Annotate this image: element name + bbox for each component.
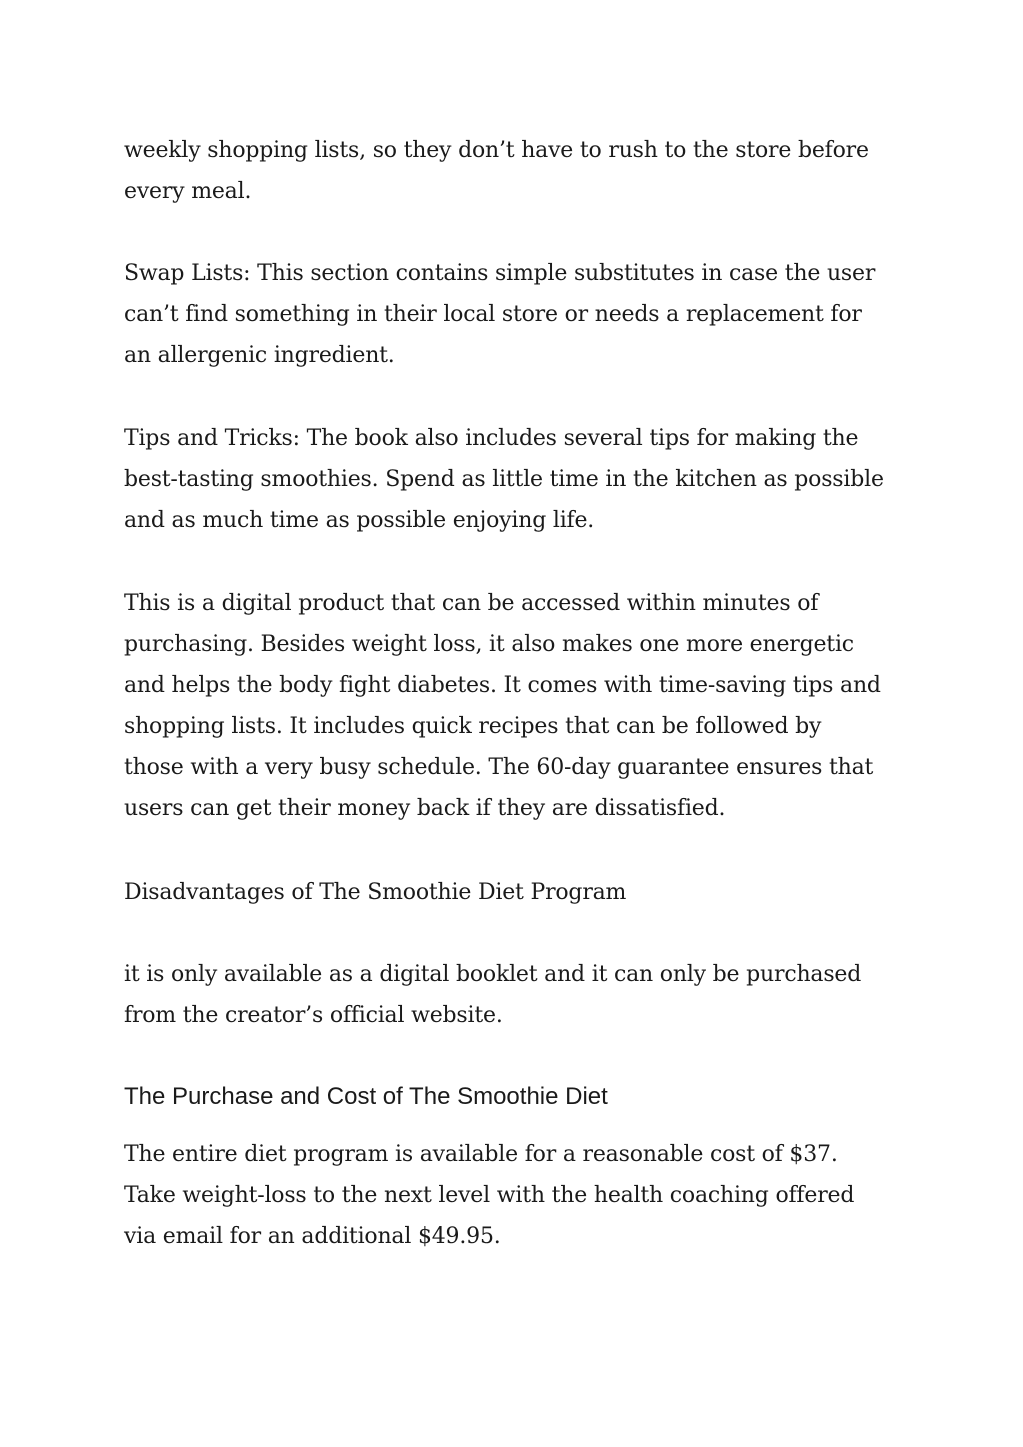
text-line: Swap Lists: This section contains simple substitutes in case the user: [124, 261, 876, 286]
text-line: best-tasting smoothies. Spend as little time in the kitchen as possible: [124, 467, 884, 492]
text-line: every meal.: [124, 179, 252, 204]
text-line: This is a digital product that can be accessed within minutes of: [124, 591, 819, 616]
paragraph-digital-product: [124, 583, 914, 829]
text-line: purchasing. Besides weight loss, it also makes one more energetic: [124, 632, 854, 657]
text-line: those with a very busy schedule. The 60-day guarantee ensures that: [124, 755, 874, 780]
text-line: from the creator’s official website.: [124, 1003, 503, 1028]
text-line: shopping lists. It includes quick recipes that can be followed by: [124, 714, 822, 739]
text-line: and as much time as possible enjoying life.: [124, 508, 595, 533]
text-line: it is only available as a digital booklet and it can only be purchased: [124, 962, 862, 987]
paragraph-disadvantages-title: [124, 872, 914, 913]
text-line: weekly shopping lists, so they don’t have to rush to the store before: [124, 138, 869, 163]
paragraph-tips-and-tricks: [124, 418, 914, 541]
paragraph-swap-lists: [124, 253, 914, 376]
text-line: Tips and Tricks: The book also includes several tips for making the: [124, 426, 859, 451]
text-line: and helps the body fight diabetes. It comes with time-saving tips and: [124, 673, 881, 698]
text-line: can’t find something in their local store or needs a replacement for: [124, 302, 862, 327]
paragraph-disadvantages: [124, 954, 914, 1036]
section-heading: The Purchase and Cost of The Smoothie Diet: [124, 1083, 608, 1110]
text-line: users can get their money back if they are dissatisfied.: [124, 796, 726, 821]
text-line: via email for an additional $49.95.: [124, 1224, 501, 1249]
paragraph-shopping-lists: [124, 130, 914, 212]
text-line: Take weight-loss to the next level with the health coaching offered: [124, 1183, 855, 1208]
text-line: Disadvantages of The Smoothie Diet Program: [124, 880, 627, 905]
paragraph-purchase-cost: [124, 1134, 914, 1257]
text-line: an allergenic ingredient.: [124, 343, 395, 368]
text-line: The entire diet program is available for a reasonable cost of $37.: [124, 1142, 838, 1167]
